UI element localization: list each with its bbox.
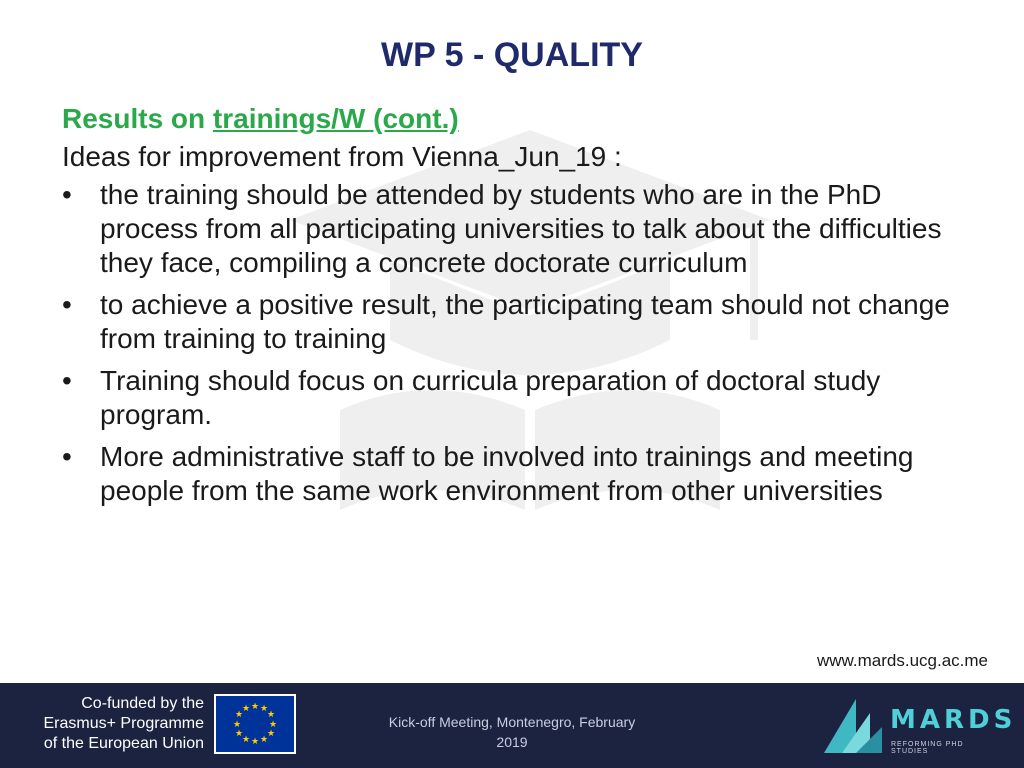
svg-text:★: ★ — [241, 704, 251, 714]
svg-text:★: ★ — [250, 737, 260, 747]
bullet-text: to achieve a positive result, the participating team should not change from training to training — [100, 289, 950, 354]
bullet-text: the training should be attended by students who are in the PhD process from all participating universities to talk about the difficulties they face, compiling a concrete doctorate curriculum — [100, 179, 942, 278]
eu-flag-icon — [214, 694, 296, 754]
svg-text:★: ★ — [232, 720, 242, 730]
eu-line-2: Erasmus+ Programme — [43, 715, 204, 732]
trainings-link[interactable]: trainings/W (cont.) — [212, 103, 459, 134]
intro-text: Ideas for improvement from Vienna_Jun_19 : — [62, 141, 622, 172]
eu-cofunding-text — [28, 694, 204, 754]
subheading-prefix: Results on — [62, 103, 213, 134]
bullet-list — [62, 178, 972, 508]
mards-mark-icon — [820, 693, 890, 759]
bullet-item — [62, 288, 972, 356]
svg-text:★: ★ — [266, 729, 276, 739]
eu-line-1: Co-funded by the — [81, 695, 204, 712]
logo-tagline: REFORMING PHD STUDIES — [891, 741, 964, 755]
bullet-dot: • — [62, 179, 72, 210]
meeting-line-1: Kick-off Meeting, Montenegro, February — [388, 714, 636, 730]
website-url[interactable]: www.mards.ucg.ac.me — [817, 651, 988, 670]
eu-line-3: of the European Union — [43, 735, 204, 752]
section-subheading — [62, 102, 972, 136]
footer-bar — [0, 683, 1024, 768]
bullet-item — [62, 178, 972, 280]
svg-text:★: ★ — [241, 735, 251, 745]
svg-text:★: ★ — [266, 710, 276, 720]
logo-name: MARDS — [890, 705, 1017, 735]
svg-text:★: ★ — [259, 704, 269, 714]
svg-text:★: ★ — [250, 702, 260, 712]
svg-text:★: ★ — [234, 729, 244, 739]
svg-text:★: ★ — [268, 720, 278, 730]
bullet-dot: • — [62, 441, 72, 472]
bullet-item — [62, 364, 972, 432]
bullet-text: More administrative staff to be involved into trainings and meeting people from the same work environment from other universities — [100, 441, 914, 506]
mards-logo-icon — [820, 693, 1017, 759]
bullet-dot: • — [62, 365, 72, 396]
svg-text:★: ★ — [234, 710, 244, 720]
bullet-dot: • — [62, 289, 72, 320]
eu-stars — [216, 696, 294, 752]
bullet-item — [62, 440, 972, 508]
meeting-line-2: 2019 — [496, 734, 528, 750]
slide-title: WP 5 - QUALITY — [381, 36, 643, 74]
slide-body — [62, 102, 972, 516]
meeting-caption — [360, 712, 664, 752]
svg-text:★: ★ — [259, 735, 269, 745]
bullet-text: Training should focus on curricula preparation of doctoral study program. — [100, 365, 881, 430]
